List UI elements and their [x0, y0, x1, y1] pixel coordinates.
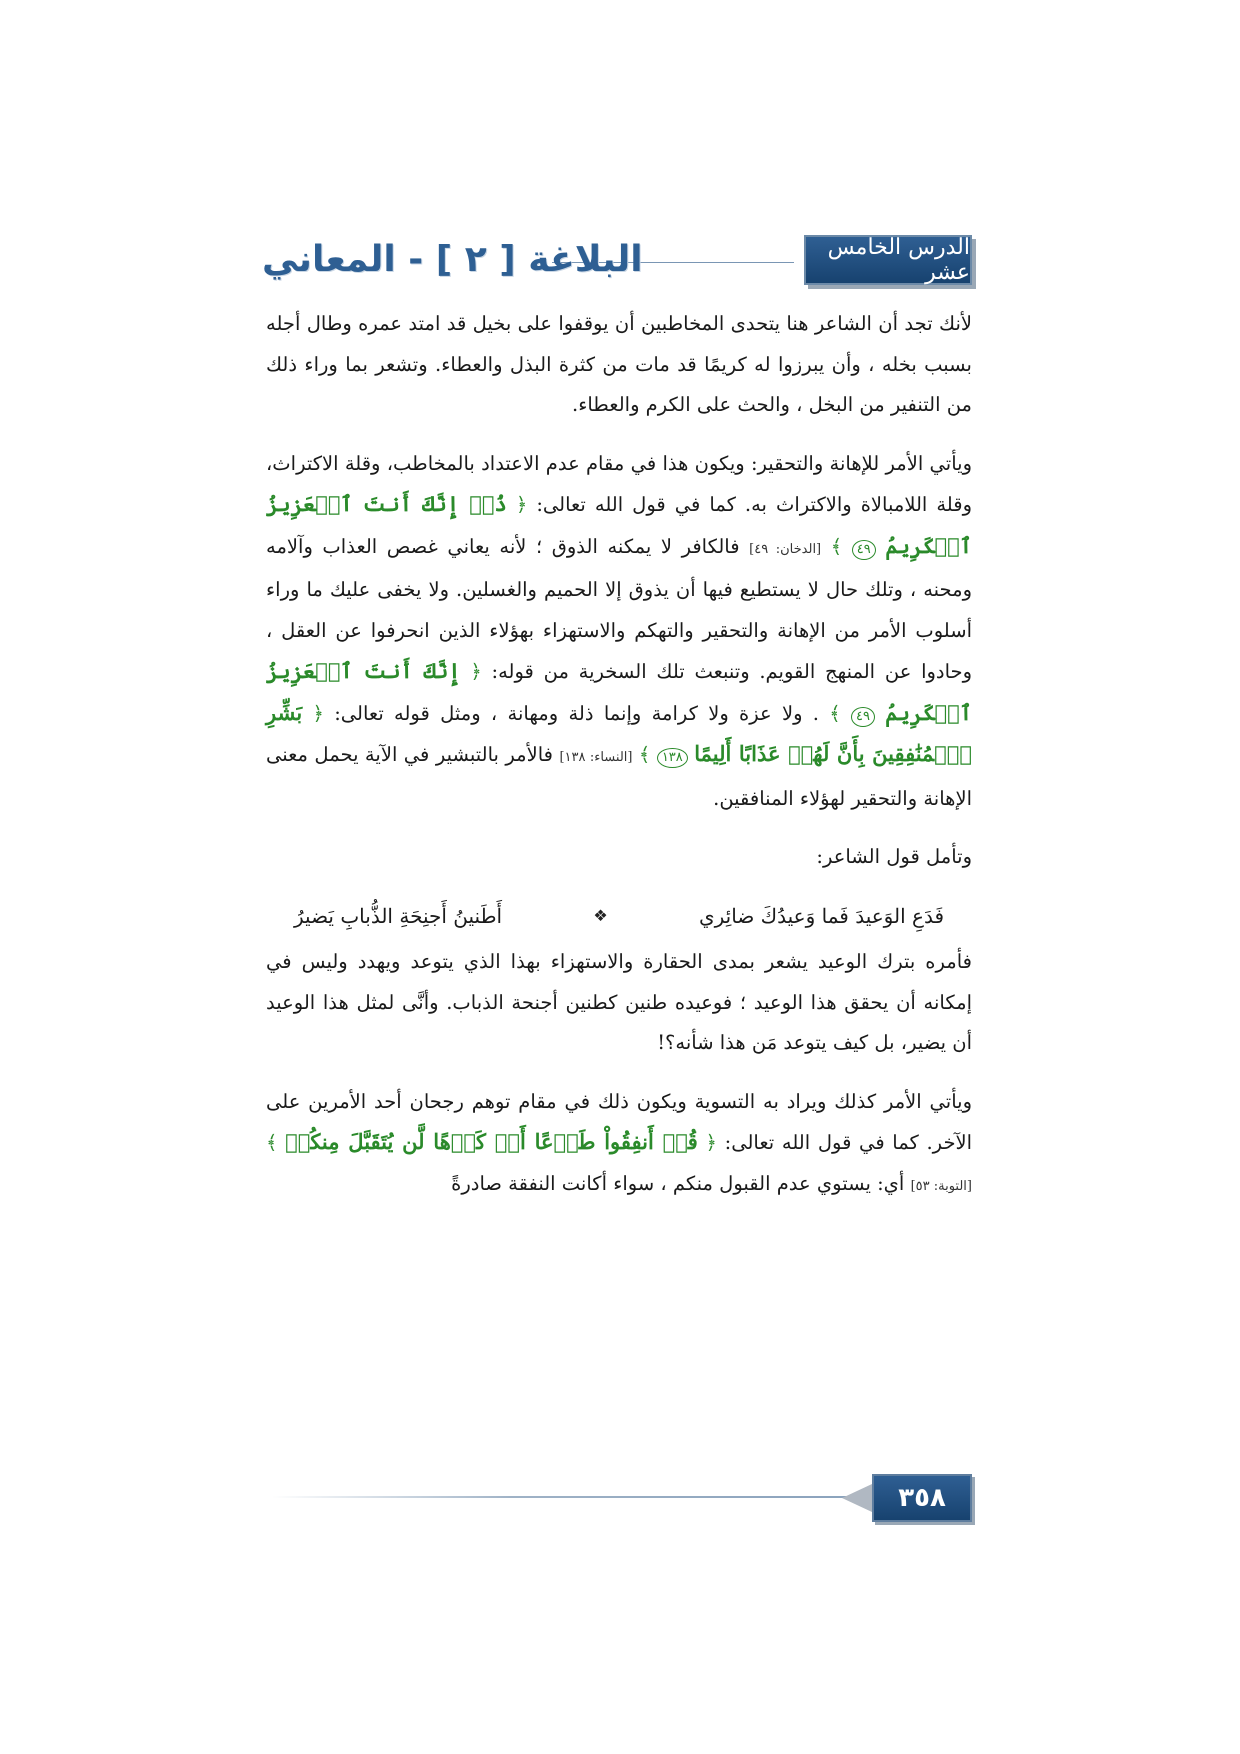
quran-bracket-open: ﴿	[470, 660, 482, 683]
footer-rule	[272, 1496, 872, 1498]
verse-reference-1: [الدخان: ٤٩]	[749, 541, 822, 557]
quran-verse-1: ذُقۡ إِنَّكَ أَنتَ ٱلۡعَزِيزُ ٱلۡكَرِيمُ	[266, 491, 973, 558]
footer-wedge-shape	[842, 1484, 872, 1512]
poem-hemistich-left: أَطَنينُ أَجنِحَةِ الذُّبابِ يَضيرُ	[294, 903, 503, 928]
paragraph-5	[266, 1082, 972, 1208]
paragraph-2-middle-2: . ولا عزة ولا كرامة وإنما ذلة ومهانة ، ومثل قوله تعالى:	[334, 701, 819, 725]
page-number: ٣٥٨	[872, 1474, 972, 1522]
quran-bracket-close: ﴾	[829, 701, 841, 725]
verse-number-2: ٤٩	[851, 707, 875, 727]
quran-bracket-open: ﴿	[312, 701, 324, 725]
verse-number-1: ٤٩	[852, 540, 876, 560]
quran-bracket-close: ﴾	[266, 1131, 278, 1154]
quran-verse-4: قُلۡ أَنفِقُواْ طَوۡعًا أَوۡ كَرۡهًا لَّن يُتَقَبَّلَ مِنكُمۡ	[285, 1129, 698, 1154]
quran-verse-3: بَشِّرِ ٱلۡمُنَٰفِقِينَ بِأَنَّ لَهُمۡ عَذَابًا أَلِيمًا	[266, 699, 972, 766]
page-footer	[272, 1474, 972, 1524]
verse-reference-3: [النساء: ١٣٨]	[559, 750, 633, 765]
poem-separator-icon: ❖	[593, 905, 608, 925]
quran-bracket-close: ﴾	[638, 743, 651, 766]
page-header	[262, 232, 972, 288]
page-body	[266, 304, 972, 1225]
paragraph-5-end: أي: يستوي عدم القبول منكم ، سواء أكانت النفقة صادرةً	[451, 1171, 905, 1195]
quran-bracket-open: ﴿	[705, 1131, 717, 1154]
lesson-badge: الدرس الخامس عشر	[804, 235, 972, 285]
paragraph-2-intro: ويأتي الأمر للإهانة والتحقير: ويكون هذا في مقام عدم الاعتداد بالمخاطب، وقلة الاكتراث، وقلة اللامبالاة والاكتراث به. كما في قول الله تعالى:	[266, 451, 972, 516]
quran-bracket-open: ﴿	[515, 493, 528, 516]
paragraph-2	[266, 444, 972, 820]
verse-reference-4: [التوبة: ٥٣]	[910, 1178, 972, 1194]
paragraph-5-intro: ويأتي الأمر كذلك ويراد به التسوية ويكون ذلك في مقام توهم رجحان أحد الأمرين على الآخر. كما في قول الله تعالى:	[266, 1089, 973, 1154]
paragraph-2-end: فالأمر بالتبشير في الآية يحمل معنى الإهانة والتحقير لهؤلاء المنافقين.	[266, 743, 972, 810]
paragraph-4: فأمره بترك الوعيد يشعر بمدى الحقارة والاستهزاء بهذا الذي يتوعد ويهدد وليس في إمكانه أن يحقق هذا الوعيد ؛ فوعيده طنين كطنين أجنحة الذباب. وأنَّى لمثل هذا الوعيد أن يضير، بل كيف يتوعد مَن هذا شأنه؟!	[266, 950, 972, 1054]
poem-verse	[266, 896, 972, 937]
quran-verse-2: إِنَّكَ أَنتَ ٱلۡعَزِيزُ ٱلۡكَرِيمُ	[266, 658, 973, 725]
paragraph-1: لأنك تجد أن الشاعر هنا يتحدى المخاطبين أن يوقفوا على بخيل قد امتد عمره وطال أجله بسبب بخله ، وأن يبرزوا له كريمًا قد مات من كثرة البذل والعطاء. وتشعر بما وراء ذلك من التنفير من البخل ، والحث على الكرم والعطاء.	[266, 312, 972, 416]
verse-number-3: ١٣٨	[657, 748, 688, 768]
paragraph-2-middle: فالكافر لا يمكنه الذوق ؛ لأنه يعاني غصص العذاب وآلامه ومحنه ، وتلك حال لا يستطيع فيها أن يذوق إلا الحميم والغسلين. ولا يخفى عليك ما وراء أسلوب الأمر من الإهانة والتحقير والتهكم والاستهزاء بهؤلاء الذين انحرفوا عن العقل ، وحادوا عن المنهج القويم. وتنبعث تلك السخرية من قوله:	[266, 534, 972, 683]
book-title: البلاغة [ ٢ ] - المعاني	[262, 239, 643, 280]
poem-hemistich-right: فَدَعِ الوَعيدَ فَما وَعيدُكَ ضائِري	[698, 903, 944, 928]
quran-bracket-close: ﴾	[830, 534, 843, 558]
paragraph-3: وتأمل قول الشاعر:	[816, 845, 972, 868]
